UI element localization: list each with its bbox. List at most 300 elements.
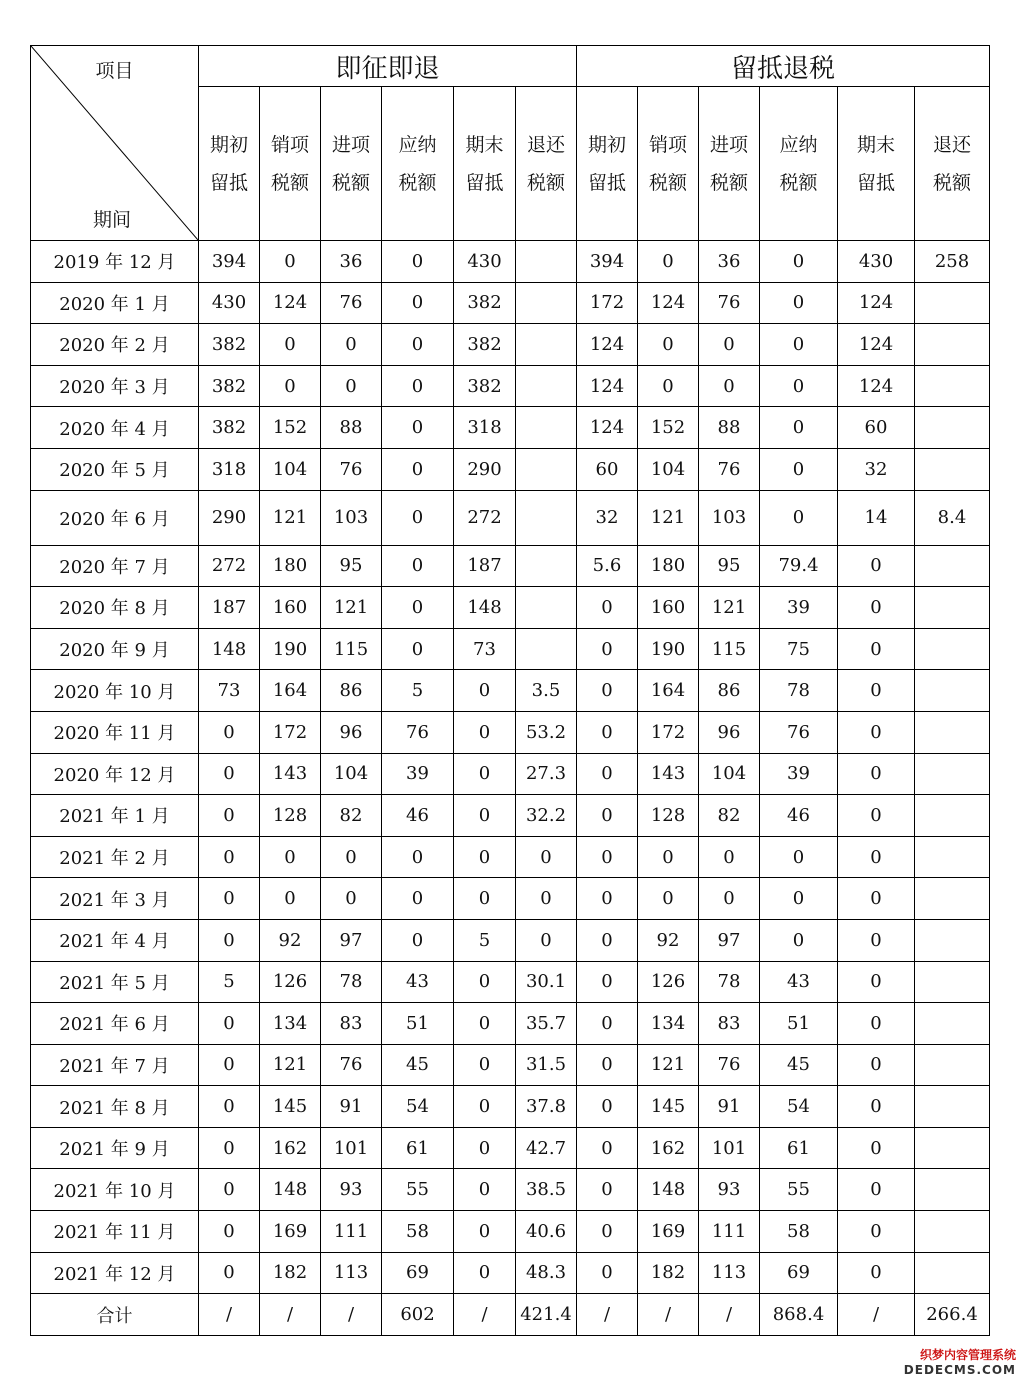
table-cell: 0 bbox=[454, 1169, 516, 1211]
table-cell: 182 bbox=[260, 1252, 321, 1294]
corner-label-item: 项目 bbox=[95, 60, 134, 82]
table-cell: 318 bbox=[199, 448, 260, 490]
table-cell: 111 bbox=[321, 1211, 382, 1253]
table-cell: 39 bbox=[760, 587, 838, 629]
column-header-line: 税额 bbox=[779, 171, 818, 194]
column-header-line: 应纳 bbox=[779, 133, 818, 156]
table-cell: 0 bbox=[382, 365, 454, 407]
table-cell: 0 bbox=[454, 711, 516, 753]
table-cell: 69 bbox=[760, 1252, 838, 1294]
table-cell bbox=[915, 919, 990, 961]
table-cell: 0 bbox=[760, 282, 838, 324]
table-cell: 104 bbox=[321, 753, 382, 795]
table-cell: 0 bbox=[382, 241, 454, 283]
column-header-line: 留抵 bbox=[587, 171, 626, 194]
table-cell: 0 bbox=[382, 490, 454, 545]
table-cell: 124 bbox=[577, 365, 638, 407]
table-cell: 0 bbox=[760, 365, 838, 407]
table-cell: 53.2 bbox=[516, 711, 577, 753]
group-header-credit-refund: 留抵退税 bbox=[577, 46, 990, 87]
table-cell: / bbox=[199, 1294, 260, 1336]
table-cell: 382 bbox=[199, 407, 260, 449]
period-cell: 2020 年 12 月 bbox=[31, 753, 199, 795]
table-cell: 0 bbox=[838, 1086, 915, 1128]
table-cell: 88 bbox=[699, 407, 760, 449]
table-cell: 46 bbox=[382, 795, 454, 837]
table-cell: 0 bbox=[838, 836, 915, 878]
table-row bbox=[31, 448, 990, 490]
table-cell bbox=[915, 407, 990, 449]
table-cell: 0 bbox=[454, 1086, 516, 1128]
table-cell: 0 bbox=[382, 324, 454, 366]
table-cell: 37.8 bbox=[516, 1086, 577, 1128]
table-cell: 43 bbox=[382, 961, 454, 1003]
table-cell: 76 bbox=[699, 448, 760, 490]
table-cell: 145 bbox=[260, 1086, 321, 1128]
table-cell: 75 bbox=[760, 628, 838, 670]
table-cell: 92 bbox=[260, 919, 321, 961]
corner-label-period: 期间 bbox=[93, 209, 132, 231]
table-cell bbox=[516, 448, 577, 490]
table-cell bbox=[516, 628, 577, 670]
table-cell: 0 bbox=[760, 448, 838, 490]
column-header bbox=[699, 87, 760, 241]
table-cell: 0 bbox=[760, 324, 838, 366]
period-cell: 2021 年 12 月 bbox=[31, 1252, 199, 1294]
table-cell: 0 bbox=[321, 324, 382, 366]
table-cell bbox=[915, 545, 990, 587]
table-cell: 82 bbox=[699, 795, 760, 837]
table-cell: 0 bbox=[199, 711, 260, 753]
table-cell: 0 bbox=[577, 961, 638, 1003]
table-cell: 0 bbox=[260, 836, 321, 878]
table-cell: 54 bbox=[760, 1086, 838, 1128]
table-cell: 190 bbox=[638, 628, 699, 670]
table-cell bbox=[915, 961, 990, 1003]
table-cell: 0 bbox=[321, 878, 382, 920]
column-header bbox=[516, 87, 577, 241]
table-cell: 91 bbox=[321, 1086, 382, 1128]
table-cell: 0 bbox=[838, 670, 915, 712]
table-cell: 0 bbox=[577, 1169, 638, 1211]
table-cell bbox=[915, 1169, 990, 1211]
table-cell bbox=[915, 365, 990, 407]
table-cell: 145 bbox=[638, 1086, 699, 1128]
period-cell: 2021 年 8 月 bbox=[31, 1086, 199, 1128]
table-cell: 3.5 bbox=[516, 670, 577, 712]
table-cell: 14 bbox=[838, 490, 915, 545]
table-cell: 164 bbox=[638, 670, 699, 712]
table-cell bbox=[516, 324, 577, 366]
table-cell: 0 bbox=[577, 1003, 638, 1045]
table-cell: 0 bbox=[321, 365, 382, 407]
table-cell bbox=[915, 282, 990, 324]
table-cell: 104 bbox=[260, 448, 321, 490]
table-cell: 148 bbox=[454, 587, 516, 629]
table-cell: 272 bbox=[199, 545, 260, 587]
table-cell: 172 bbox=[577, 282, 638, 324]
table-row bbox=[31, 961, 990, 1003]
table-row bbox=[31, 628, 990, 670]
table-row bbox=[31, 282, 990, 324]
table-cell: 5 bbox=[382, 670, 454, 712]
table-cell: 0 bbox=[577, 919, 638, 961]
table-cell: 76 bbox=[321, 282, 382, 324]
table-cell bbox=[516, 365, 577, 407]
table-cell: 152 bbox=[638, 407, 699, 449]
table-cell: 93 bbox=[321, 1169, 382, 1211]
table-cell: 0 bbox=[199, 1086, 260, 1128]
table-cell: 143 bbox=[638, 753, 699, 795]
column-header-line: 销项 bbox=[270, 133, 309, 156]
table-cell: 38.5 bbox=[516, 1169, 577, 1211]
table-cell: 60 bbox=[838, 407, 915, 449]
table-cell bbox=[915, 1003, 990, 1045]
table-cell: 115 bbox=[699, 628, 760, 670]
table-cell: 0 bbox=[638, 324, 699, 366]
table-cell: 46 bbox=[760, 795, 838, 837]
table-cell: 152 bbox=[260, 407, 321, 449]
table-cell: 126 bbox=[260, 961, 321, 1003]
table-cell: 0 bbox=[577, 1252, 638, 1294]
table-cell: 0 bbox=[838, 628, 915, 670]
table-cell: 0 bbox=[199, 1044, 260, 1086]
table-cell: 0 bbox=[638, 365, 699, 407]
table-cell: 382 bbox=[454, 324, 516, 366]
table-row bbox=[31, 878, 990, 920]
column-header-line: 税额 bbox=[398, 171, 437, 194]
column-header-line: 税额 bbox=[270, 171, 309, 194]
table-cell: / bbox=[454, 1294, 516, 1336]
column-header-line: 留抵 bbox=[209, 171, 248, 194]
table-cell: 382 bbox=[199, 365, 260, 407]
table-cell: 128 bbox=[638, 795, 699, 837]
table-cell: 42.7 bbox=[516, 1127, 577, 1169]
table-cell: 0 bbox=[838, 587, 915, 629]
column-header bbox=[838, 87, 915, 241]
column-header bbox=[577, 87, 638, 241]
table-cell: 69 bbox=[382, 1252, 454, 1294]
column-header-line: 期末 bbox=[856, 133, 895, 156]
table-cell bbox=[915, 670, 990, 712]
column-header-line: 退还 bbox=[526, 133, 565, 156]
table-cell: 0 bbox=[454, 670, 516, 712]
table-cell: 30.1 bbox=[516, 961, 577, 1003]
table-cell: 113 bbox=[321, 1252, 382, 1294]
table-cell: 115 bbox=[321, 628, 382, 670]
period-cell: 2020 年 10 月 bbox=[31, 670, 199, 712]
table-cell: 76 bbox=[382, 711, 454, 753]
table-cell: 0 bbox=[577, 1211, 638, 1253]
table-cell: 76 bbox=[699, 1044, 760, 1086]
table-row bbox=[31, 919, 990, 961]
table-cell: 0 bbox=[516, 878, 577, 920]
table-cell: 160 bbox=[638, 587, 699, 629]
table-cell: 92 bbox=[638, 919, 699, 961]
table-cell: 169 bbox=[260, 1211, 321, 1253]
table-cell: 0 bbox=[760, 878, 838, 920]
period-cell: 2020 年 6 月 bbox=[31, 490, 199, 545]
table-cell: 0 bbox=[699, 836, 760, 878]
column-header-line: 退还 bbox=[932, 133, 971, 156]
table-cell: 430 bbox=[838, 241, 915, 283]
table-cell: 0 bbox=[577, 628, 638, 670]
table-cell: 121 bbox=[260, 1044, 321, 1086]
table-cell: 0 bbox=[382, 919, 454, 961]
corner-header-cell bbox=[31, 46, 199, 241]
table-cell: 128 bbox=[260, 795, 321, 837]
table-cell: 76 bbox=[321, 448, 382, 490]
table-cell: 148 bbox=[638, 1169, 699, 1211]
table-cell: 0 bbox=[199, 919, 260, 961]
table-cell: 39 bbox=[760, 753, 838, 795]
table-cell: 39 bbox=[382, 753, 454, 795]
period-cell: 2021 年 4 月 bbox=[31, 919, 199, 961]
column-header bbox=[915, 87, 990, 241]
column-header-line: 期初 bbox=[587, 133, 626, 156]
table-cell: 148 bbox=[260, 1169, 321, 1211]
table-cell: 73 bbox=[454, 628, 516, 670]
period-cell: 2020 年 7 月 bbox=[31, 545, 199, 587]
table-cell bbox=[915, 795, 990, 837]
watermark-logo bbox=[904, 1348, 1016, 1378]
table-row bbox=[31, 753, 990, 795]
table-cell: 113 bbox=[699, 1252, 760, 1294]
table-cell: / bbox=[838, 1294, 915, 1336]
column-header-line: 税额 bbox=[932, 171, 971, 194]
table-cell: 0 bbox=[382, 628, 454, 670]
table-cell: 0 bbox=[382, 448, 454, 490]
table-row bbox=[31, 836, 990, 878]
table-cell: 134 bbox=[638, 1003, 699, 1045]
table-cell: 0 bbox=[199, 1252, 260, 1294]
table-cell: 0 bbox=[638, 836, 699, 878]
table-cell: 97 bbox=[699, 919, 760, 961]
table-cell: 95 bbox=[321, 545, 382, 587]
column-header-line: 税额 bbox=[526, 171, 565, 194]
table-cell: 0 bbox=[199, 1211, 260, 1253]
table-cell: 0 bbox=[638, 878, 699, 920]
table-cell: 0 bbox=[838, 1127, 915, 1169]
table-cell bbox=[516, 587, 577, 629]
table-cell bbox=[915, 878, 990, 920]
period-cell: 2020 年 9 月 bbox=[31, 628, 199, 670]
column-header-line: 销项 bbox=[648, 133, 687, 156]
table-cell: 78 bbox=[760, 670, 838, 712]
table-cell: 0 bbox=[382, 878, 454, 920]
table-cell: 0 bbox=[838, 1003, 915, 1045]
table-cell: 58 bbox=[382, 1211, 454, 1253]
period-cell: 2020 年 3 月 bbox=[31, 365, 199, 407]
table-cell: 162 bbox=[260, 1127, 321, 1169]
table-cell: 0 bbox=[454, 836, 516, 878]
table-cell: 382 bbox=[199, 324, 260, 366]
column-header bbox=[760, 87, 838, 241]
table-row bbox=[31, 241, 990, 283]
table-cell: 430 bbox=[454, 241, 516, 283]
table-cell: 0 bbox=[577, 1044, 638, 1086]
table-cell: 0 bbox=[199, 753, 260, 795]
period-cell: 2021 年 3 月 bbox=[31, 878, 199, 920]
table-cell: 96 bbox=[699, 711, 760, 753]
table-cell: 103 bbox=[321, 490, 382, 545]
table-row bbox=[31, 1003, 990, 1045]
table-cell: 0 bbox=[838, 1211, 915, 1253]
table-row bbox=[31, 490, 990, 545]
table-row bbox=[31, 407, 990, 449]
column-header bbox=[199, 87, 260, 241]
table-cell: 0 bbox=[760, 919, 838, 961]
table-cell: 394 bbox=[199, 241, 260, 283]
table-cell: 61 bbox=[382, 1127, 454, 1169]
table-cell: 180 bbox=[638, 545, 699, 587]
table-cell: 0 bbox=[699, 324, 760, 366]
table-row bbox=[31, 711, 990, 753]
table-cell: 148 bbox=[199, 628, 260, 670]
table-cell: 0 bbox=[199, 1169, 260, 1211]
table-cell: 187 bbox=[199, 587, 260, 629]
table-cell: 0 bbox=[260, 241, 321, 283]
table-cell: 40.6 bbox=[516, 1211, 577, 1253]
table-cell bbox=[915, 448, 990, 490]
table-cell: 0 bbox=[838, 878, 915, 920]
column-header bbox=[454, 87, 516, 241]
table-cell: 0 bbox=[516, 836, 577, 878]
table-cell: 124 bbox=[577, 324, 638, 366]
table-cell: 58 bbox=[760, 1211, 838, 1253]
table-cell: 0 bbox=[838, 919, 915, 961]
period-cell: 2020 年 8 月 bbox=[31, 587, 199, 629]
table-cell: 121 bbox=[321, 587, 382, 629]
table-cell: 0 bbox=[838, 1252, 915, 1294]
table-cell: 76 bbox=[699, 282, 760, 324]
table-row bbox=[31, 1127, 990, 1169]
table-cell: 101 bbox=[321, 1127, 382, 1169]
table-cell bbox=[915, 836, 990, 878]
table-cell: 187 bbox=[454, 545, 516, 587]
table-cell: 104 bbox=[699, 753, 760, 795]
column-header bbox=[321, 87, 382, 241]
table-cell: 76 bbox=[760, 711, 838, 753]
table-cell: 0 bbox=[260, 878, 321, 920]
table-cell: 0 bbox=[577, 670, 638, 712]
table-cell: 55 bbox=[382, 1169, 454, 1211]
table-cell: 169 bbox=[638, 1211, 699, 1253]
column-header-line: 应纳 bbox=[398, 133, 437, 156]
table-cell: 0 bbox=[577, 587, 638, 629]
table-cell: 93 bbox=[699, 1169, 760, 1211]
table-cell: 121 bbox=[638, 1044, 699, 1086]
column-header-line: 进项 bbox=[709, 133, 748, 156]
table-cell bbox=[516, 407, 577, 449]
table-cell: 318 bbox=[454, 407, 516, 449]
table-cell: 421.4 bbox=[516, 1294, 577, 1336]
table-cell: 124 bbox=[260, 282, 321, 324]
period-cell: 2021 年 10 月 bbox=[31, 1169, 199, 1211]
table-cell: 35.7 bbox=[516, 1003, 577, 1045]
group-header-immediate-refund: 即征即退 bbox=[199, 46, 577, 87]
table-cell: 45 bbox=[760, 1044, 838, 1086]
column-header bbox=[260, 87, 321, 241]
table-body bbox=[31, 241, 990, 1336]
period-cell: 2021 年 7 月 bbox=[31, 1044, 199, 1086]
table-cell: 0 bbox=[577, 753, 638, 795]
table-cell: 121 bbox=[699, 587, 760, 629]
table-cell: 60 bbox=[577, 448, 638, 490]
table-cell: 124 bbox=[838, 324, 915, 366]
table-cell: 272 bbox=[454, 490, 516, 545]
table-cell: 394 bbox=[577, 241, 638, 283]
table-cell bbox=[915, 1086, 990, 1128]
table-cell: 78 bbox=[699, 961, 760, 1003]
table-row bbox=[31, 1086, 990, 1128]
table-cell: 0 bbox=[577, 836, 638, 878]
table-cell: 172 bbox=[260, 711, 321, 753]
table-cell: 76 bbox=[321, 1044, 382, 1086]
table-cell: / bbox=[699, 1294, 760, 1336]
table-cell: 124 bbox=[577, 407, 638, 449]
table-cell: 73 bbox=[199, 670, 260, 712]
table-cell: 121 bbox=[638, 490, 699, 545]
table-cell: 48.3 bbox=[516, 1252, 577, 1294]
table-cell: 8.4 bbox=[915, 490, 990, 545]
table-cell: 0 bbox=[260, 365, 321, 407]
column-header-line: 期末 bbox=[465, 133, 504, 156]
table-row bbox=[31, 324, 990, 366]
table-cell: / bbox=[321, 1294, 382, 1336]
column-header-line: 税额 bbox=[648, 171, 687, 194]
table-cell bbox=[915, 1252, 990, 1294]
table-cell: 126 bbox=[638, 961, 699, 1003]
table-cell bbox=[915, 711, 990, 753]
table-cell bbox=[915, 753, 990, 795]
table-cell bbox=[516, 490, 577, 545]
table-cell bbox=[915, 1127, 990, 1169]
table-cell: 182 bbox=[638, 1252, 699, 1294]
table-cell: 31.5 bbox=[516, 1044, 577, 1086]
table-cell: 0 bbox=[699, 878, 760, 920]
table-cell: 0 bbox=[199, 836, 260, 878]
table-cell: 82 bbox=[321, 795, 382, 837]
table-cell: 382 bbox=[454, 365, 516, 407]
period-cell: 2020 年 4 月 bbox=[31, 407, 199, 449]
table-cell: 0 bbox=[838, 545, 915, 587]
table-cell: 27.3 bbox=[516, 753, 577, 795]
table-cell: 0 bbox=[199, 878, 260, 920]
table-cell: 0 bbox=[838, 711, 915, 753]
period-cell: 2021 年 9 月 bbox=[31, 1127, 199, 1169]
column-header-line: 期初 bbox=[209, 133, 248, 156]
table-cell: 55 bbox=[760, 1169, 838, 1211]
table-cell: 5.6 bbox=[577, 545, 638, 587]
table-cell: 101 bbox=[699, 1127, 760, 1169]
total-row bbox=[31, 1294, 990, 1336]
table-cell: 266.4 bbox=[915, 1294, 990, 1336]
table-cell: 0 bbox=[260, 324, 321, 366]
column-header bbox=[382, 87, 454, 241]
table-cell: 0 bbox=[760, 407, 838, 449]
table-cell: 0 bbox=[382, 587, 454, 629]
table-cell: 0 bbox=[577, 711, 638, 753]
column-header-line: 税额 bbox=[709, 171, 748, 194]
table-cell: / bbox=[638, 1294, 699, 1336]
table-cell: 51 bbox=[382, 1003, 454, 1045]
table-cell: 0 bbox=[199, 795, 260, 837]
table-cell: 36 bbox=[699, 241, 760, 283]
column-header-line: 税额 bbox=[331, 171, 370, 194]
table-cell: 32 bbox=[838, 448, 915, 490]
table-cell: 43 bbox=[760, 961, 838, 1003]
